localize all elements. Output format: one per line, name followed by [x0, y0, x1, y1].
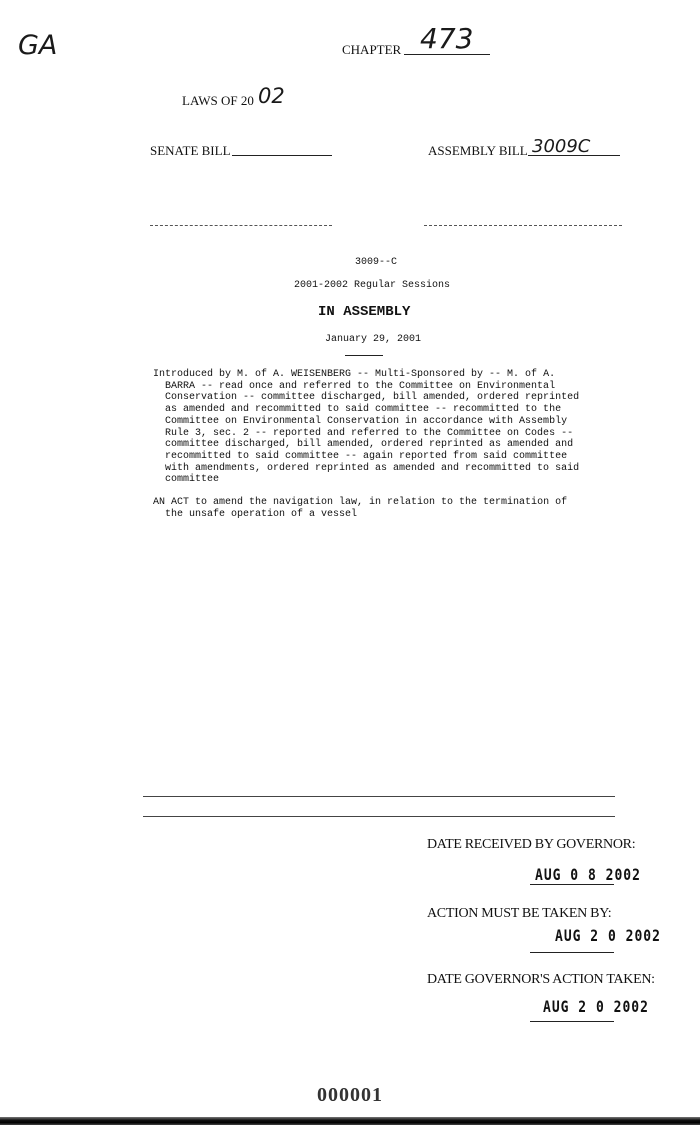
action-due-underline	[530, 952, 614, 953]
introduced-paragraph	[153, 369, 579, 486]
bill-date: January 29, 2001	[325, 334, 422, 345]
introduced-line: Committee on Environmental Conservation in accordance with Assembly	[165, 415, 568, 427]
introduced-line: as amended and recommitted to said committee -- recommitted to the	[165, 404, 562, 416]
separator-left	[150, 225, 332, 226]
bill-number: 3009--C	[355, 257, 398, 268]
introduced-line: recommitted to said committee -- again reported from said committee	[165, 450, 568, 462]
introduced-line: Introduced by M. of A. WEISENBERG -- Multi-Sponsored by -- M. of A.	[153, 369, 556, 380]
date-received-label: DATE RECEIVED BY GOVERNOR:	[427, 837, 636, 852]
action-due-stamp: AUG 2 0 2002	[555, 927, 661, 946]
introduced-line: with amendments, ordered reprinted as amended and recommitted to said	[165, 462, 580, 474]
introduced-line: committee discharged, bill amended, ordered reprinted as amended and	[165, 439, 574, 451]
lower-separator-1	[143, 796, 615, 797]
act-line: AN ACT to amend the navigation law, in relation to the termination of	[153, 497, 568, 508]
assembly-bill-label: ASSEMBLY BILL	[428, 143, 528, 158]
introduced-line: Rule 3, sec. 2 -- reported and referred to the Committee on Codes --	[165, 427, 574, 439]
senate-bill-underline	[232, 155, 332, 156]
chapter-underline	[404, 54, 490, 55]
bill-session: 2001-2002 Regular Sessions	[294, 280, 451, 291]
action-due-label: ACTION MUST BE TAKEN BY:	[427, 906, 612, 921]
senate-bill-label: SENATE BILL	[150, 143, 231, 158]
act-line: the unsafe operation of a vessel	[165, 508, 358, 520]
handwritten-chapter-number: 473	[420, 22, 474, 55]
scan-edge-bar	[0, 1117, 700, 1125]
lower-separator-2	[143, 816, 615, 817]
introduced-line: BARRA -- read once and referred to the Committee on Environmental	[165, 380, 556, 392]
page-number: 000001	[317, 1084, 383, 1106]
action-taken-underline	[530, 1021, 614, 1022]
laws-label: LAWS OF 20	[182, 93, 254, 108]
handwritten-corner-mark: GA	[18, 30, 58, 61]
bill-house-title: IN ASSEMBLY	[318, 304, 411, 320]
date-underline	[345, 355, 383, 356]
handwritten-laws-year: 02	[258, 84, 285, 108]
separator-right	[424, 225, 622, 226]
date-received-stamp: AUG 0 8 2002	[535, 866, 641, 885]
action-taken-stamp: AUG 2 0 2002	[543, 998, 649, 1017]
act-paragraph	[153, 497, 567, 520]
chapter-label: CHAPTER	[342, 42, 402, 57]
introduced-line: Conservation -- committee discharged, bill amended, ordered reprinted	[165, 392, 580, 404]
action-taken-label: DATE GOVERNOR'S ACTION TAKEN:	[427, 972, 655, 987]
assembly-bill-underline	[528, 155, 620, 156]
introduced-line: committee	[165, 474, 220, 486]
handwritten-assembly-bill-number: 3009C	[532, 136, 591, 157]
date-received-underline	[530, 884, 614, 885]
